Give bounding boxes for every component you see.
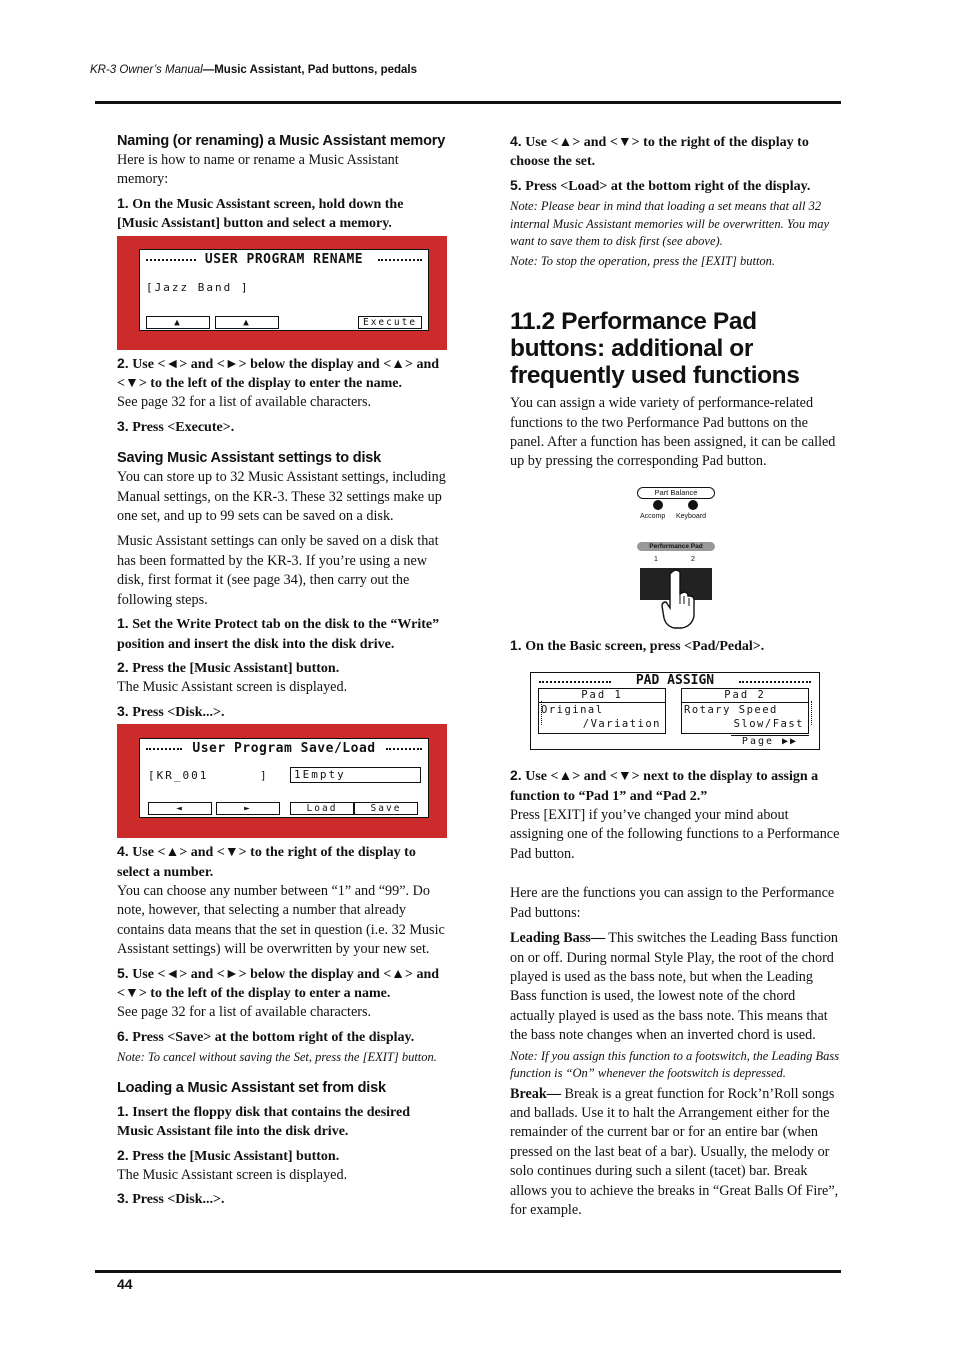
pad-intro: You can assign a wide variety of performance-related functions to the two Performance Pad buttons on the panel. After a function has been assigned, it can be called up by pressing the corresponding Pad button.: [510, 395, 836, 470]
rename-lcd-screen: [139, 249, 429, 331]
load-note-1: Note: Please bear in mind that loading a set means that all 32 internal Music Assistant memories will be overwritten. You may want to save them to disk first (see above).: [510, 199, 830, 249]
functions-intro: Here are the functions you can assign to the Performance Pad buttons:: [510, 885, 835, 921]
leading-bass-term: Leading Bass—: [510, 930, 606, 947]
keyboard-label: Keyboard: [676, 512, 706, 520]
pad-assign-title: PAD ASSIGN: [635, 673, 715, 689]
naming-heading: Naming (or renaming) a Music Assistant memory: [117, 133, 446, 149]
loading-step-3: 3. Press <Disk...>.: [117, 1190, 225, 1208]
page-button[interactable]: Page ▶▶: [731, 735, 809, 748]
load-note-2: Note: To stop the operation, press the [EXIT] button.: [510, 253, 776, 268]
saving-p1: You can store up to 32 Music Assistant settings, including Manual settings, on the KR-3. These 32 settings make up one set, and up to 99 sets can be saved on a disk.: [117, 469, 446, 525]
cursor-left-button[interactable]: ◄: [148, 802, 212, 815]
saving-step-5: 5. Use <◄> and <►> below the display and <▲> and <▼> to the left of the display to enter a name.: [117, 964, 440, 1001]
naming-step-1: 1. On the Music Assistant screen, hold down the [Music Assistant] button and select a memory.: [117, 194, 404, 232]
saving-heading: Saving Music Assistant settings to disk: [117, 450, 382, 467]
naming-step-2: 2. Use <◄> and <►> below the display and <▲> and <▼> to the left of the display to enter the name.: [117, 354, 440, 392]
title-dots-right: [386, 748, 422, 753]
pad-assign-lcd-screen: [530, 672, 820, 750]
pad-1-value-line-1: Original: [541, 704, 604, 717]
pad-step-2-body: Press [EXIT] if you’ve changed your mind about assigning one of the following functions to a Performance Pad button.: [510, 807, 840, 862]
footer-rule: [95, 1270, 841, 1273]
saving-step-6: 6. Press <Save> at the bottom right of the display.: [117, 1027, 415, 1045]
keyboard-balance-button[interactable]: [688, 500, 698, 510]
page-number: 44: [117, 1276, 133, 1292]
set-name-field: [KR_001: [148, 769, 209, 783]
save-button[interactable]: Save: [354, 802, 418, 815]
saving-step-1: 1. Set the Write Protect tab on the disk to the “Write” position and insert the disk into the disk drive.: [117, 615, 440, 652]
pad-1-assign-box[interactable]: [538, 688, 666, 734]
saving-p2: Music Assistant settings can only be saved on a disk that has been formatted by the KR-3. If you’re using a new disk, first format it (see page 34), then carry out the following steps.: [117, 533, 439, 608]
performance-pad-panel: [510, 472, 840, 632]
naming-step-3: 3. Press <Execute>.: [117, 417, 235, 435]
title-dots-right: [378, 259, 422, 264]
load-button[interactable]: Load: [290, 802, 354, 815]
pad-1-label: Pad 1: [539, 689, 665, 703]
break-paragraph: Break— Break is a great function for Rock’n’Roll songs and ballads. Use it to halt the Arrangement either for the remainder of the current bar or for an entire bar (when pressed on the last beat of a bar). Usually, the melody or solo continues during such a silent (tacet) bar. Break allows you to achieve the breaks in “Great Balls Of Fire”, for example.: [510, 1085, 839, 1218]
saving-step-2-body: The Music Assistant screen is displayed.: [117, 679, 348, 696]
saving-step-4-body: You can choose any number between “1” and “99”. Do note, however, that selecting a number that already contains data means that the set in question (i.e. 32 Music Assistant settings) will be overwritten by your new set.: [117, 882, 445, 958]
pad-assign-figure: [510, 664, 840, 752]
loading-step-5: 5. Press <Load> at the bottom right of the display.: [510, 176, 811, 194]
set-name-bracket: ]: [260, 769, 269, 783]
pad-2-label: Pad 2: [682, 689, 808, 703]
saving-step-4: 4. Use <▲> and <▼> to the right of the display to select a number.: [117, 843, 416, 880]
accomp-label: Accomp: [640, 512, 666, 520]
loading-step-2: 2. Press the [Music Assistant] button.: [117, 1146, 340, 1164]
naming-step-2-body: See page 32 for a list of available characters.: [117, 394, 372, 411]
cursor-up-button-2[interactable]: ▲: [215, 316, 279, 329]
pad-2-value-line-2: Slow/Fast: [733, 718, 804, 731]
save-load-lcd-screen: [139, 738, 429, 818]
section-heading: 11.2 Performance Pad buttons: additional or frequently used functions: [510, 308, 800, 390]
saving-note: Note: To cancel without saving the Set, press the [EXIT] button.: [117, 1050, 437, 1065]
pad-1-number: 1: [654, 555, 658, 563]
saving-step-5-body: See page 32 for a list of available characters.: [117, 1004, 372, 1021]
saving-step-2: 2. Press the [Music Assistant] button.: [117, 658, 340, 676]
rename-name-field: [Jazz Band ]: [146, 280, 250, 294]
manual-title: KR-3 Owner’s Manual: [90, 64, 203, 76]
pad-1-value-line-2: /Variation: [582, 718, 661, 731]
loading-step-4: 4. Use <▲> and <▼> to the right of the display to choose the set.: [510, 133, 809, 170]
rename-lcd-figure: [117, 236, 447, 350]
pad-2-value-line-1: Rotary Speed: [684, 704, 778, 717]
scroll-indicator-left: [541, 701, 545, 725]
scroll-indicator-right: [811, 701, 815, 725]
header-rule: [95, 101, 841, 104]
pad-step-2: 2. Use <▲> and <▼> next to the display to assign a function to “Pad 1” and “Pad 2.”: [510, 767, 819, 804]
loading-heading: Loading a Music Assistant set from disk: [117, 1079, 386, 1096]
accomp-balance-button[interactable]: [653, 500, 663, 510]
saving-step-3: 3. Press <Disk...>.: [117, 702, 225, 720]
execute-button[interactable]: Execute: [358, 316, 422, 329]
part-balance-label: Part Balance: [637, 487, 715, 499]
cursor-right-button[interactable]: ►: [216, 802, 280, 815]
title-dots-right: [739, 681, 811, 686]
set-number-field[interactable]: 1Empty: [290, 767, 421, 783]
cursor-up-button[interactable]: ▲: [146, 316, 210, 329]
break-term: Break—: [510, 1085, 561, 1102]
running-header: [90, 64, 417, 76]
pad-2-number: 2: [691, 555, 695, 563]
pressing-hand-icon: [658, 568, 698, 632]
performance-pad-label: Performance Pad: [637, 542, 715, 551]
right-column: [510, 132, 840, 1220]
rename-lcd-title: USER PROGRAM RENAME: [204, 251, 364, 267]
pad-2-assign-box[interactable]: [681, 688, 809, 734]
loading-step-2-body: The Music Assistant screen is displayed.: [117, 1166, 348, 1183]
pad-step-1: 1. On the Basic screen, press <Pad/Pedal>.: [510, 636, 765, 654]
loading-step-1: 1. Insert the floppy disk that contains the desired Music Assistant file into the disk drive.: [117, 1102, 411, 1140]
naming-intro: Here is how to name or rename a Music Assistant memory:: [117, 152, 399, 188]
save-load-lcd-title: User Program Save/Load: [192, 741, 376, 757]
section-title: —Music Assistant, Pad buttons, pedals: [202, 64, 417, 76]
leading-bass-note: Note: If you assign this function to a footswitch, the Leading Bass function is “On” whenever the footswitch is depressed.: [510, 1048, 840, 1081]
save-load-lcd-figure: [117, 724, 447, 838]
left-column: [117, 132, 447, 1210]
leading-bass-paragraph: Leading Bass— This switches the Leading Bass function on or off. During normal Style Play, the root of the chord played is used as the bass note, but when the Leading Bass function is used, the lowest note of the chord actually played is used as the bass note. This means that the bass note changes when an inverted chord is used.: [510, 930, 839, 1044]
